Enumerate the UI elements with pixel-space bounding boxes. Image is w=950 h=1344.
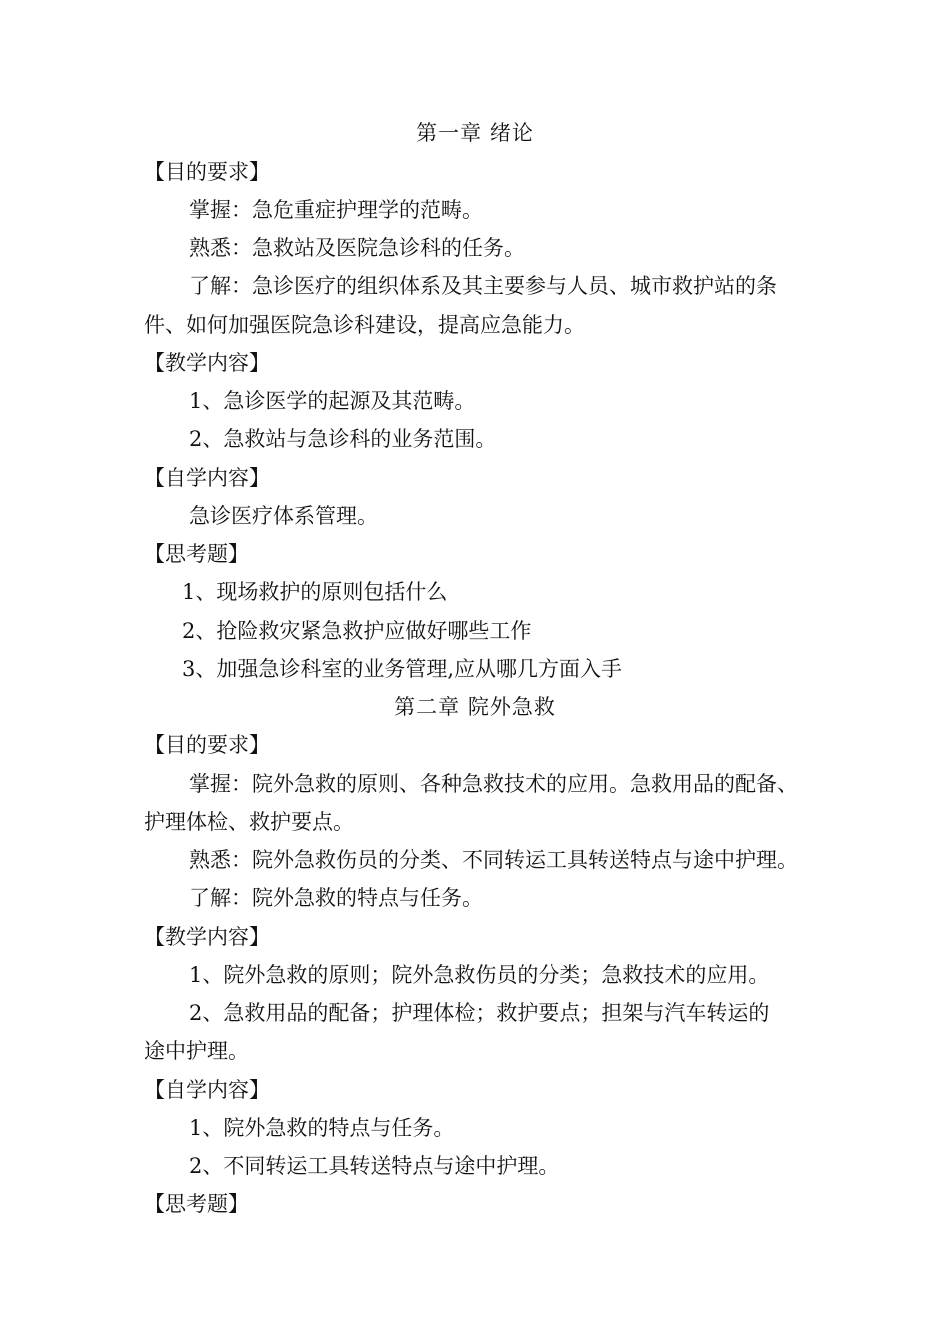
chapter2-objective-familiar: 熟悉：院外急救伤员的分类、不同转运工具转送特点与途中护理。: [189, 848, 798, 872]
chapter2-objective-understand: 了解：院外急救的特点与任务。: [189, 886, 483, 910]
chapter1-teaching-item: 2、急救站与急诊科的业务范围。: [189, 427, 497, 451]
chapter1-question-item: 1、现场救护的原则包括什么: [182, 580, 448, 604]
chapter1-objective-understand-cont: 件、如何加强医院急诊科建设，提高应急能力。: [144, 313, 585, 337]
chapter2-selfstudy-item: 2、不同转运工具转送特点与途中护理。: [189, 1154, 560, 1178]
chapter1-teaching-item: 1、急诊医学的起源及其范畴。: [189, 389, 476, 413]
chapter2-objective-master-cont: 护理体检、救护要点。: [144, 810, 354, 834]
chapter1-questions-heading: 【思考题】: [144, 542, 249, 566]
chapter1-objective-master: 掌握：急危重症护理学的范畴。: [189, 198, 483, 222]
chapter2-teaching-item: 2、急救用品的配备；护理体检；救护要点；担架与汽车转运的: [189, 1001, 770, 1025]
chapter2-selfstudy-item: 1、院外急救的特点与任务。: [189, 1116, 455, 1140]
chapter1-selfstudy-heading: 【自学内容】: [144, 466, 270, 490]
chapter1-teaching-heading: 【教学内容】: [144, 351, 270, 375]
chapter2-selfstudy-heading: 【自学内容】: [144, 1078, 270, 1102]
chapter2-objective-master: 掌握：院外急救的原则、各种急救技术的应用。急救用品的配备、: [189, 772, 798, 796]
chapter1-title: 第一章 绪论: [416, 121, 534, 145]
chapter2-title: 第二章 院外急救: [394, 695, 556, 719]
chapter2-questions-heading: 【思考题】: [144, 1192, 249, 1216]
chapter1-objectives-heading: 【目的要求】: [144, 160, 270, 184]
chapter1-question-item: 2、抢险救灾紧急救护应做好哪些工作: [182, 619, 532, 643]
chapter2-teaching-heading: 【教学内容】: [144, 925, 270, 949]
chapter1-objective-familiar: 熟悉：急救站及医院急诊科的任务。: [189, 236, 525, 260]
chapter2-objectives-heading: 【目的要求】: [144, 733, 270, 757]
chapter1-objective-understand: 了解：急诊医疗的组织体系及其主要参与人员、城市救护站的条: [189, 274, 777, 298]
chapter1-question-item: 3、加强急诊科室的业务管理,应从哪几方面入手: [182, 657, 623, 681]
chapter2-teaching-item-cont: 途中护理。: [144, 1039, 249, 1063]
chapter2-teaching-item: 1、院外急救的原则；院外急救伤员的分类；急救技术的应用。: [189, 963, 770, 987]
chapter1-selfstudy-item: 急诊医疗体系管理。: [189, 504, 378, 528]
